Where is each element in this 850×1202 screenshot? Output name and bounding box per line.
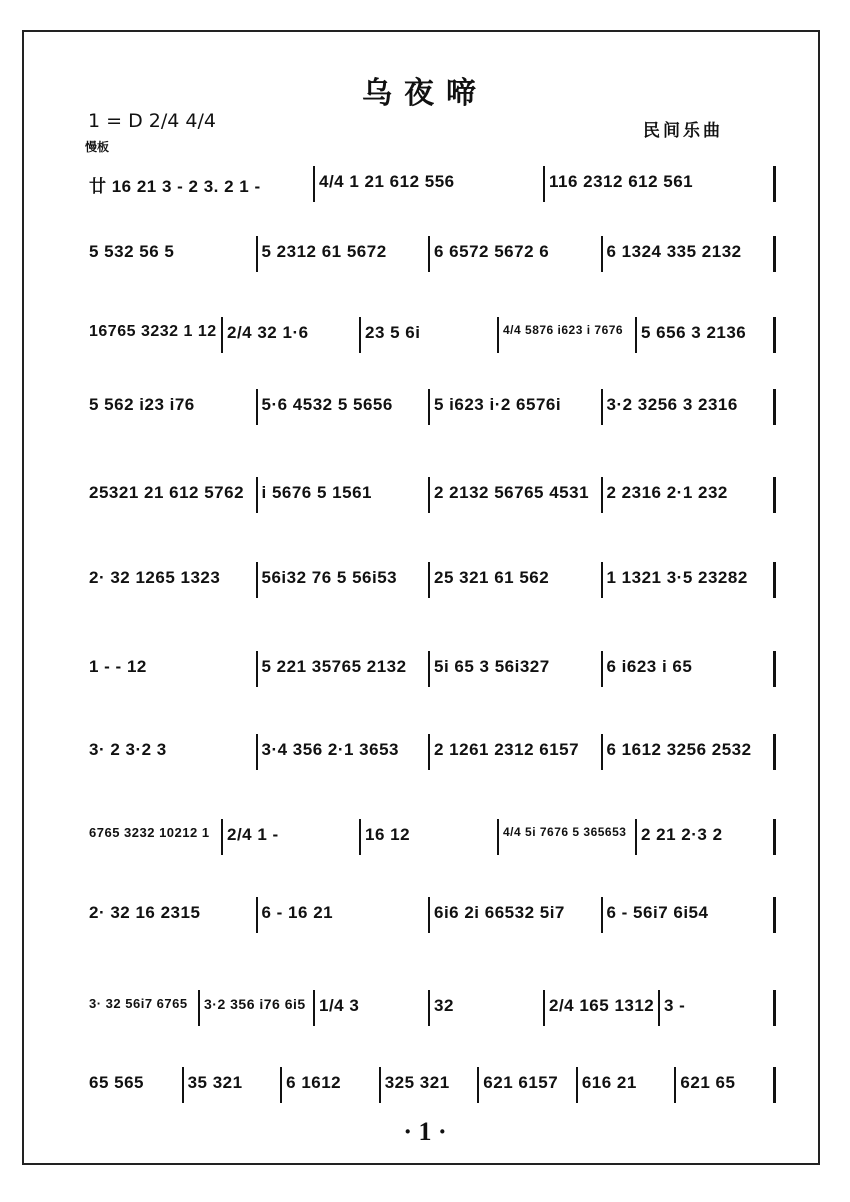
bar-line [256,477,258,513]
measure: 2 2132 56765 4531 [434,483,590,502]
measure: 621 6157 [483,1073,559,1092]
measure: 6 i623 i 65 [606,657,693,676]
measure: 3·2 3256 3 2316 [606,395,738,414]
score-line [85,242,785,280]
bar-line [428,990,430,1026]
measure: 56i32 76 5 56i53 [261,568,398,587]
measure: 3·2 356 i76 6i5 [204,996,306,1012]
bar-line [359,317,361,353]
measure: 5 2312 61 5672 [261,242,387,261]
measure: 5 656 3 2136 [641,323,747,342]
score-line [85,740,785,778]
bar-line [379,1067,381,1103]
bar-line [773,1067,776,1103]
measure: 6 6572 5672 6 [434,242,550,261]
measure: 3· 2 3·2 3 [89,740,167,759]
key-signature: 1 = D 2/4 4/4 [88,110,216,132]
measure: 16 12 [365,825,411,844]
bar-line [313,990,315,1026]
bar-line [428,651,430,687]
page-number: · 1 · [403,1117,447,1146]
score-line [85,996,785,1034]
measure: 65 565 [89,1073,144,1092]
measure: 35 321 [187,1073,243,1092]
bar-line [576,1067,578,1103]
measure: 2 2316 2·1 232 [606,483,728,502]
bar-line [635,317,637,353]
bar-line [773,990,776,1026]
bar-line [773,562,776,598]
bar-line [256,389,258,425]
measure: i 5676 5 1561 [261,483,372,502]
composer-label: 民间乐曲 [643,121,723,141]
measure: 25321 21 612 5762 [89,483,245,502]
bar-line [428,897,430,933]
bar-line [601,734,603,770]
bar-line [773,734,776,770]
measure: 116 2312 612 561 [549,172,694,191]
measure: 23 5 6i [365,323,421,342]
score-line [85,825,785,863]
bar-line [601,236,603,272]
measure: 4/4 5i 7676 5 365653 [503,825,627,839]
measure: 3 - [664,996,686,1015]
bar-line [601,897,603,933]
measure: 32 [434,996,454,1015]
score-line [85,657,785,695]
bar-line [280,1067,282,1103]
bar-line [256,734,258,770]
bar-line [477,1067,479,1103]
measure: 5 532 56 5 [89,242,175,261]
score-line [85,1073,785,1111]
bar-line [256,236,258,272]
measure: 6i6 2i 66532 5i7 [434,903,565,922]
bar-line [773,166,776,202]
bar-line [635,819,637,855]
bar-line [543,990,545,1026]
song-title: 乌夜啼 [362,76,488,111]
measure: 2/4 165 1312 [549,996,655,1015]
score-line [85,483,785,521]
measure: 16765 3232 1 12 [89,323,217,340]
measure: 3·4 356 2·1 3653 [261,740,399,759]
measure: 5·6 4532 5 5656 [261,395,393,414]
measure: 2 21 2·3 2 [641,825,723,844]
bar-line [256,562,258,598]
measure: 6 - 56i7 6i54 [606,903,709,922]
measure: 1/4 3 [319,996,360,1015]
bar-line [674,1067,676,1103]
measure: 4/4 5876 i623 i 7676 [503,323,624,337]
measure: 2/4 32 1·6 [227,323,309,342]
measure: 6 1612 [286,1073,342,1092]
score-line [85,568,785,606]
bar-line [256,897,258,933]
measure: 5 221 35765 2132 [261,657,407,676]
tempo-marking: 慢板 [85,140,110,154]
measure: 6 1612 3256 2532 [606,740,752,759]
measure: 5 562 i23 i76 [89,395,195,414]
score-line [85,172,785,210]
bar-line [497,819,499,855]
bar-line [221,317,223,353]
bar-line [428,236,430,272]
bar-line [773,651,776,687]
bar-line [256,651,258,687]
bar-line [773,477,776,513]
measure: 2/4 1 - [227,825,279,844]
bar-line [543,166,545,202]
measure: 621 65 [680,1073,736,1092]
measure: 1 - - 12 [89,657,147,676]
bar-line [497,317,499,353]
score-line [85,903,785,941]
bar-line [601,562,603,598]
bar-line [428,389,430,425]
score-line [85,395,785,433]
bar-line [428,477,430,513]
measure: 2· 32 1265 1323 [89,568,221,587]
bar-line [601,651,603,687]
measure: 2· 32 16 2315 [89,903,201,922]
measure: 1 1321 3·5 23282 [606,568,748,587]
measure: 616 21 [581,1073,637,1092]
bar-line [773,897,776,933]
bar-line [359,819,361,855]
bar-line [182,1067,184,1103]
bar-line [773,389,776,425]
bar-line [773,819,776,855]
bar-line [313,166,315,202]
measure: 6 - 16 21 [261,903,334,922]
measure: 4/4 1 21 612 556 [319,172,455,191]
bar-line [601,477,603,513]
measure: 6 1324 335 2132 [606,242,742,261]
bar-line [198,990,200,1026]
bar-line [221,819,223,855]
bar-line [428,562,430,598]
measure: 3· 32 56i7 6765 [89,996,188,1011]
measure: 325 321 [384,1073,450,1092]
bar-line [658,990,660,1026]
bar-line [773,236,776,272]
bar-line [773,317,776,353]
measure: 5i 65 3 56i327 [434,657,550,676]
score-line [85,323,785,361]
measure: 5 i623 i·2 6576i [434,395,562,414]
measure: 6765 3232 10212 1 [89,825,210,840]
measure: 25 321 61 562 [434,568,550,587]
measure: 廿 16 21 3 - 2 3. 2 1 - [89,177,261,196]
measure: 2 1261 2312 6157 [434,740,580,759]
bar-line [428,734,430,770]
bar-line [601,389,603,425]
